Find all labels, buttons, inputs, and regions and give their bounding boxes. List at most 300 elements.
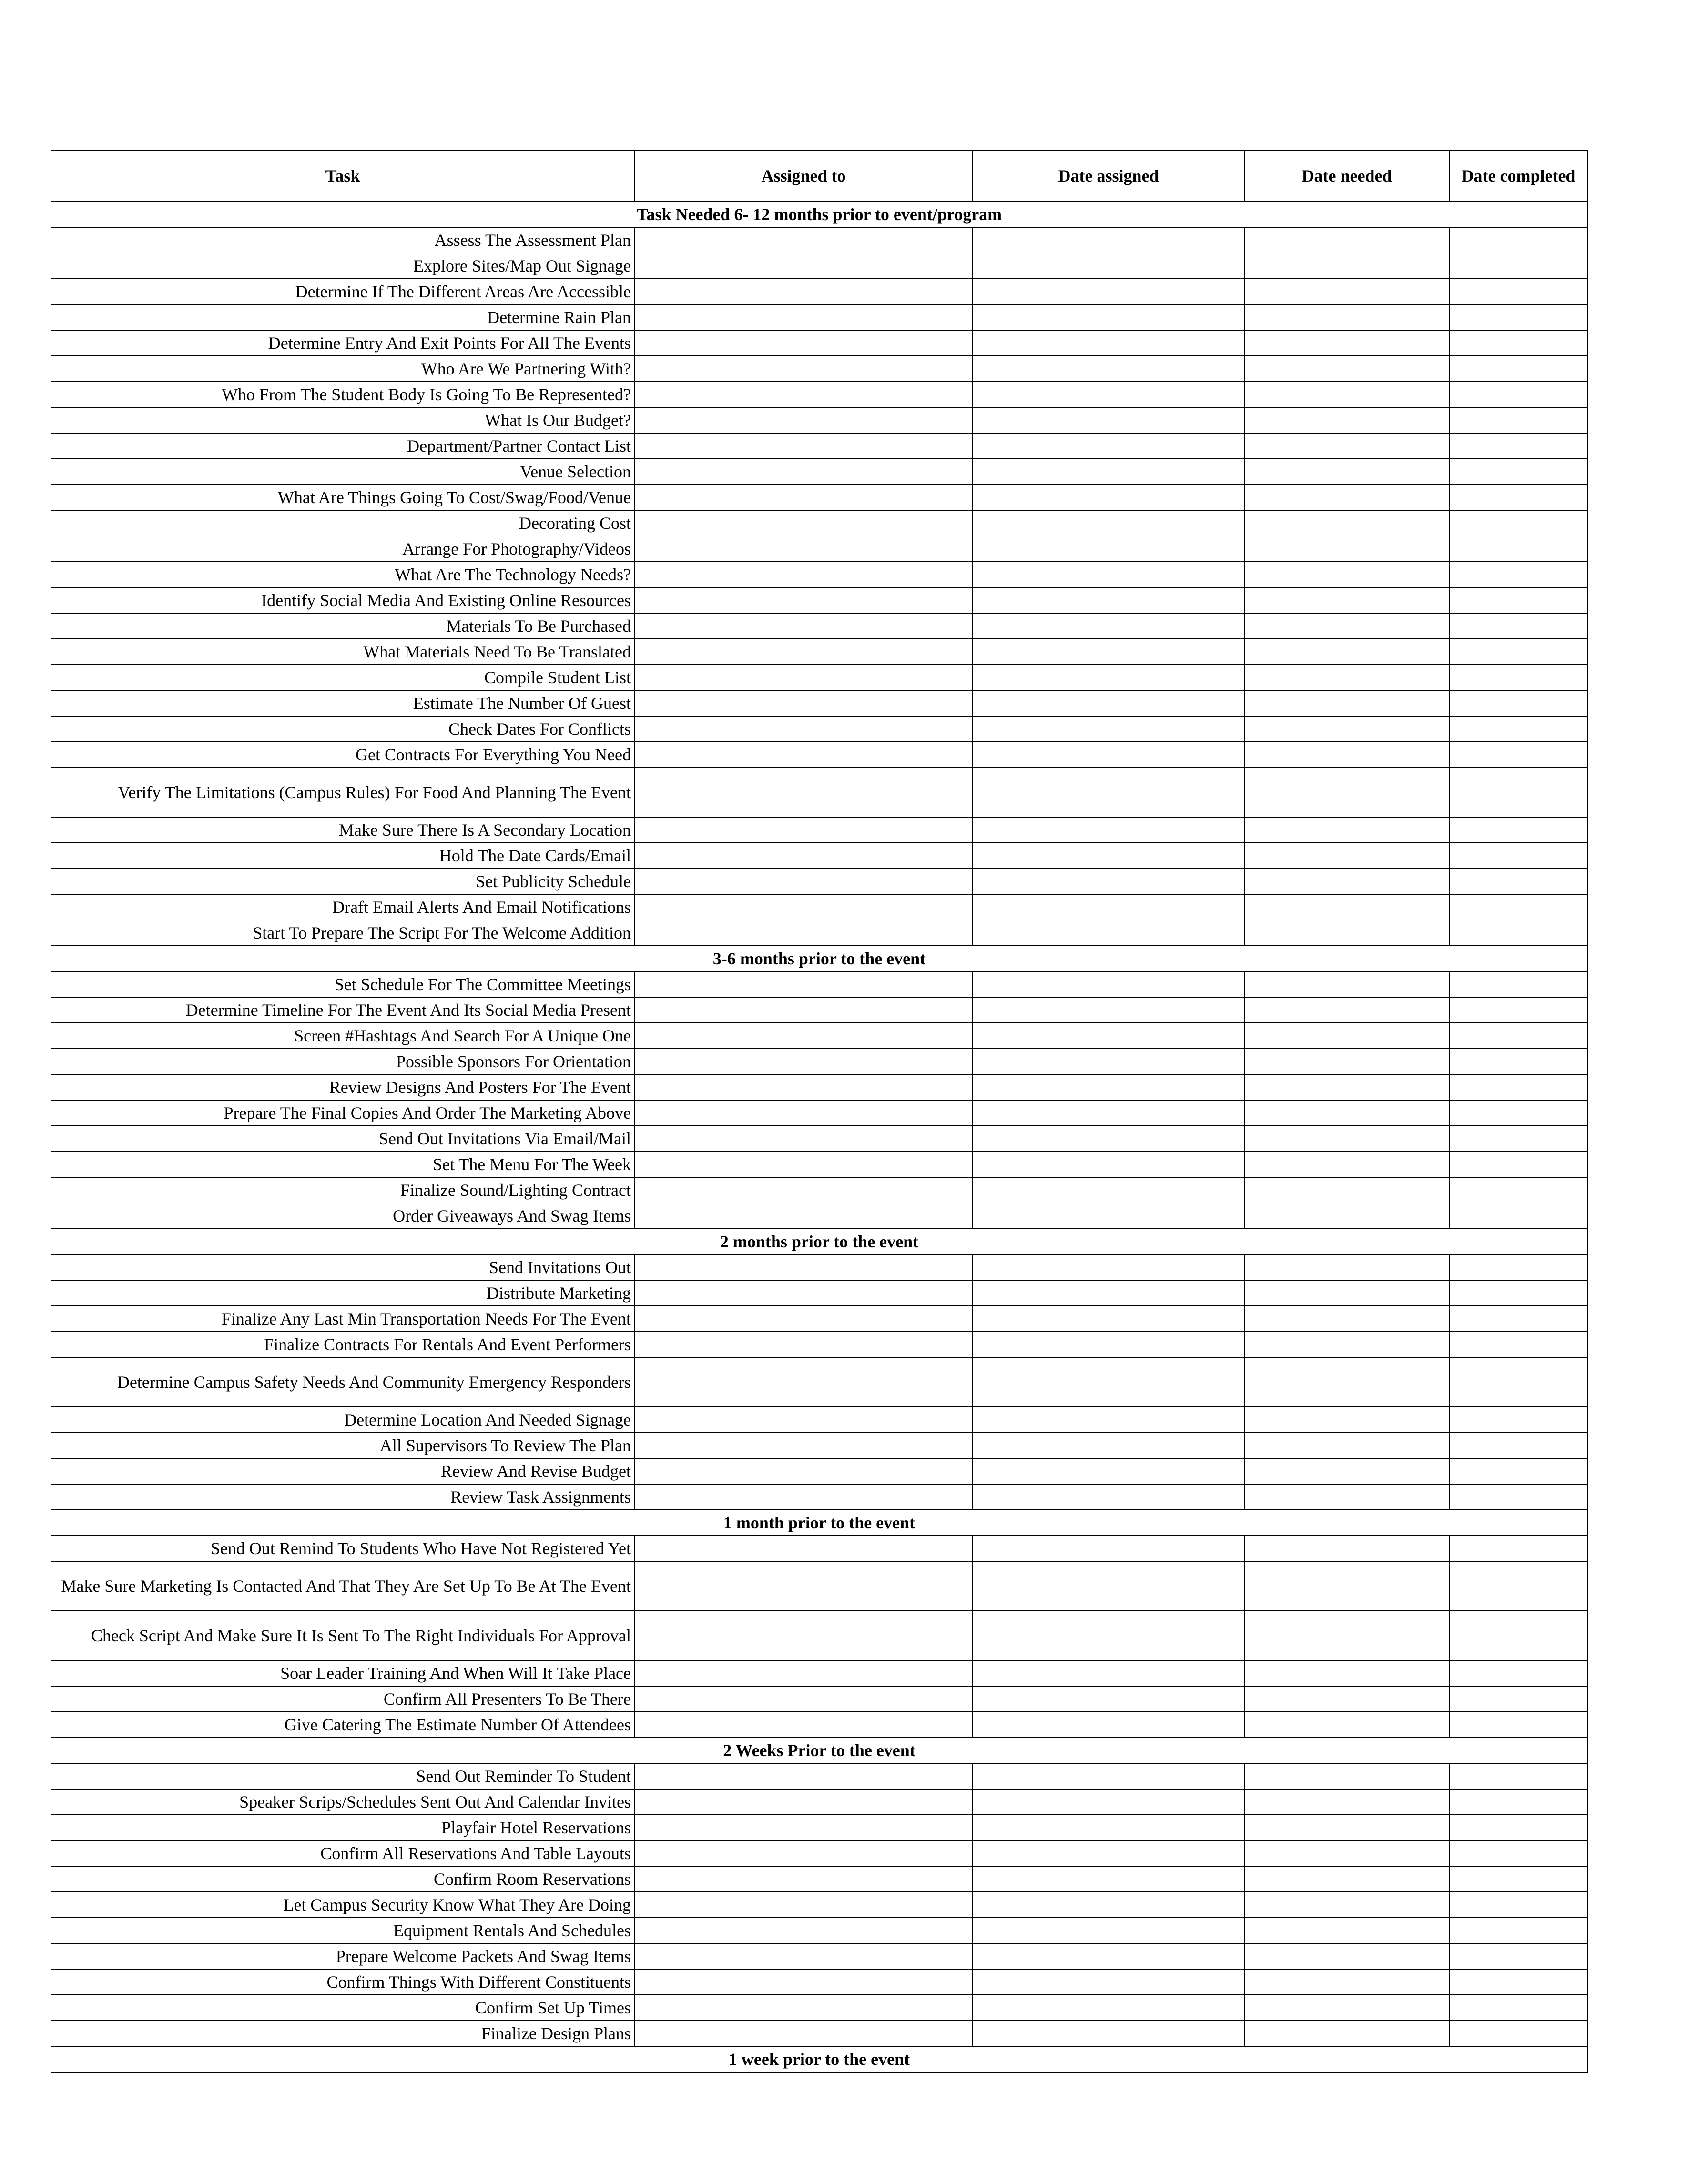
date-assigned-cell[interactable] xyxy=(973,690,1244,716)
header-task: Task xyxy=(51,150,634,202)
date-completed-cell[interactable] xyxy=(1449,1152,1587,1177)
assigned-to-cell[interactable] xyxy=(634,279,973,304)
date-needed-cell[interactable] xyxy=(1244,971,1449,997)
date-completed-cell[interactable] xyxy=(1449,1074,1587,1100)
task-row xyxy=(51,1433,1587,1458)
date-assigned-cell[interactable] xyxy=(973,1152,1244,1177)
task-row xyxy=(51,1203,1587,1229)
date-needed-cell[interactable] xyxy=(1244,1049,1449,1074)
date-needed-cell[interactable] xyxy=(1244,1611,1449,1660)
assigned-to-cell[interactable] xyxy=(634,1332,973,1357)
assigned-to-cell[interactable] xyxy=(634,459,973,485)
task-row xyxy=(51,510,1587,536)
assigned-to-cell[interactable] xyxy=(634,2021,973,2046)
assigned-to-cell[interactable] xyxy=(634,817,973,843)
date-assigned-cell[interactable] xyxy=(973,1918,1244,1943)
date-assigned-cell[interactable] xyxy=(973,1203,1244,1229)
assigned-to-cell[interactable] xyxy=(634,1074,973,1100)
date-completed-cell[interactable] xyxy=(1449,1357,1587,1407)
date-needed-cell[interactable] xyxy=(1244,304,1449,330)
date-assigned-cell[interactable] xyxy=(973,485,1244,510)
assigned-to-cell[interactable] xyxy=(634,1789,973,1815)
date-needed-cell[interactable] xyxy=(1244,562,1449,587)
date-completed-cell[interactable] xyxy=(1449,536,1587,562)
date-needed-cell[interactable] xyxy=(1244,1074,1449,1100)
date-needed-cell[interactable] xyxy=(1244,1536,1449,1561)
date-assigned-cell[interactable] xyxy=(973,2021,1244,2046)
date-needed-cell[interactable] xyxy=(1244,1561,1449,1611)
date-needed-cell[interactable] xyxy=(1244,1918,1449,1943)
date-needed-cell[interactable] xyxy=(1244,1712,1449,1738)
date-completed-cell[interactable] xyxy=(1449,1892,1587,1918)
assigned-to-cell[interactable] xyxy=(634,1177,973,1203)
date-needed-cell[interactable] xyxy=(1244,1332,1449,1357)
date-assigned-cell[interactable] xyxy=(973,433,1244,459)
date-needed-cell[interactable] xyxy=(1244,843,1449,869)
assigned-to-cell[interactable] xyxy=(634,742,973,768)
assigned-to-cell[interactable] xyxy=(634,330,973,356)
date-completed-cell[interactable] xyxy=(1449,382,1587,407)
date-needed-cell[interactable] xyxy=(1244,587,1449,613)
date-completed-cell[interactable] xyxy=(1449,817,1587,843)
date-needed-cell[interactable] xyxy=(1244,1969,1449,1995)
assigned-to-cell[interactable] xyxy=(634,1152,973,1177)
task-name-cell: Set Publicity Schedule xyxy=(51,869,634,894)
date-needed-cell[interactable] xyxy=(1244,279,1449,304)
date-needed-cell[interactable] xyxy=(1244,485,1449,510)
date-assigned-cell[interactable] xyxy=(973,1407,1244,1433)
date-assigned-cell[interactable] xyxy=(973,587,1244,613)
assigned-to-cell[interactable] xyxy=(634,1203,973,1229)
date-assigned-cell[interactable] xyxy=(973,253,1244,279)
task-row xyxy=(51,1152,1587,1177)
date-needed-cell[interactable] xyxy=(1244,1815,1449,1840)
date-completed-cell[interactable] xyxy=(1449,2021,1587,2046)
assigned-to-cell[interactable] xyxy=(634,1306,973,1332)
date-needed-cell[interactable] xyxy=(1244,1892,1449,1918)
date-assigned-cell[interactable] xyxy=(973,742,1244,768)
task-name-cell: Determine Timeline For The Event And Its Social Media Present xyxy=(51,997,634,1023)
date-completed-cell[interactable] xyxy=(1449,1306,1587,1332)
assigned-to-cell[interactable] xyxy=(634,382,973,407)
task-row xyxy=(51,1407,1587,1433)
date-assigned-cell[interactable] xyxy=(973,1712,1244,1738)
date-completed-cell[interactable] xyxy=(1449,1484,1587,1510)
date-assigned-cell[interactable] xyxy=(973,459,1244,485)
date-needed-cell[interactable] xyxy=(1244,1789,1449,1815)
date-assigned-cell[interactable] xyxy=(973,1177,1244,1203)
date-assigned-cell[interactable] xyxy=(973,1458,1244,1484)
assigned-to-cell[interactable] xyxy=(634,894,973,920)
date-needed-cell[interactable] xyxy=(1244,1484,1449,1510)
date-completed-cell[interactable] xyxy=(1449,330,1587,356)
date-needed-cell[interactable] xyxy=(1244,768,1449,817)
assigned-to-cell[interactable] xyxy=(634,587,973,613)
date-needed-cell[interactable] xyxy=(1244,742,1449,768)
date-assigned-cell[interactable] xyxy=(973,843,1244,869)
task-row xyxy=(51,2021,1587,2046)
date-completed-cell[interactable] xyxy=(1449,768,1587,817)
date-assigned-cell[interactable] xyxy=(973,279,1244,304)
task-row xyxy=(51,971,1587,997)
date-assigned-cell[interactable] xyxy=(973,1943,1244,1969)
date-needed-cell[interactable] xyxy=(1244,1306,1449,1332)
header-date-assigned: Date assigned xyxy=(973,150,1244,202)
date-completed-cell[interactable] xyxy=(1449,587,1587,613)
assigned-to-cell[interactable] xyxy=(634,613,973,639)
date-assigned-cell[interactable] xyxy=(973,1686,1244,1712)
date-completed-cell[interactable] xyxy=(1449,1280,1587,1306)
assigned-to-cell[interactable] xyxy=(634,485,973,510)
date-needed-cell[interactable] xyxy=(1244,1407,1449,1433)
assigned-to-cell[interactable] xyxy=(634,356,973,382)
task-name-cell: Set Schedule For The Committee Meetings xyxy=(51,971,634,997)
date-needed-cell[interactable] xyxy=(1244,1943,1449,1969)
date-completed-cell[interactable] xyxy=(1449,1536,1587,1561)
date-completed-cell[interactable] xyxy=(1449,562,1587,587)
date-needed-cell[interactable] xyxy=(1244,407,1449,433)
assigned-to-cell[interactable] xyxy=(634,536,973,562)
task-row xyxy=(51,253,1587,279)
date-needed-cell[interactable] xyxy=(1244,1866,1449,1892)
date-assigned-cell[interactable] xyxy=(973,768,1244,817)
date-completed-cell[interactable] xyxy=(1449,227,1587,253)
date-assigned-cell[interactable] xyxy=(973,407,1244,433)
header-date-needed: Date needed xyxy=(1244,150,1449,202)
date-completed-cell[interactable] xyxy=(1449,894,1587,920)
assigned-to-cell[interactable] xyxy=(634,768,973,817)
assigned-to-cell[interactable] xyxy=(634,1536,973,1561)
date-completed-cell[interactable] xyxy=(1449,1763,1587,1789)
date-needed-cell[interactable] xyxy=(1244,510,1449,536)
date-assigned-cell[interactable] xyxy=(973,227,1244,253)
date-needed-cell[interactable] xyxy=(1244,1023,1449,1049)
date-needed-cell[interactable] xyxy=(1244,459,1449,485)
assigned-to-cell[interactable] xyxy=(634,1611,973,1660)
date-completed-cell[interactable] xyxy=(1449,742,1587,768)
task-row xyxy=(51,742,1587,768)
task-row xyxy=(51,1126,1587,1152)
date-completed-cell[interactable] xyxy=(1449,1126,1587,1152)
date-assigned-cell[interactable] xyxy=(973,1789,1244,1815)
date-assigned-cell[interactable] xyxy=(973,510,1244,536)
date-assigned-cell[interactable] xyxy=(973,997,1244,1023)
date-needed-cell[interactable] xyxy=(1244,2021,1449,2046)
date-needed-cell[interactable] xyxy=(1244,716,1449,742)
date-assigned-cell[interactable] xyxy=(973,1074,1244,1100)
date-completed-cell[interactable] xyxy=(1449,1100,1587,1126)
date-needed-cell[interactable] xyxy=(1244,665,1449,690)
date-completed-cell[interactable] xyxy=(1449,1177,1587,1203)
date-completed-cell[interactable] xyxy=(1449,971,1587,997)
date-completed-cell[interactable] xyxy=(1449,1969,1587,1995)
assigned-to-cell[interactable] xyxy=(634,971,973,997)
date-needed-cell[interactable] xyxy=(1244,997,1449,1023)
assigned-to-cell[interactable] xyxy=(634,690,973,716)
date-assigned-cell[interactable] xyxy=(973,1995,1244,2021)
date-needed-cell[interactable] xyxy=(1244,1254,1449,1280)
task-name-cell: Speaker Scrips/Schedules Sent Out And Calendar Invites xyxy=(51,1789,634,1815)
date-assigned-cell[interactable] xyxy=(973,1866,1244,1892)
date-completed-cell[interactable] xyxy=(1449,304,1587,330)
task-name-cell: Start To Prepare The Script For The Welcome Addition xyxy=(51,920,634,946)
date-needed-cell[interactable] xyxy=(1244,356,1449,382)
date-assigned-cell[interactable] xyxy=(973,1049,1244,1074)
task-row xyxy=(51,1306,1587,1332)
task-row xyxy=(51,562,1587,587)
assigned-to-cell[interactable] xyxy=(634,1815,973,1840)
assigned-to-cell[interactable] xyxy=(634,843,973,869)
date-assigned-cell[interactable] xyxy=(973,1433,1244,1458)
table-header xyxy=(51,150,1587,202)
task-row xyxy=(51,1660,1587,1686)
date-needed-cell[interactable] xyxy=(1244,1763,1449,1789)
date-assigned-cell[interactable] xyxy=(973,613,1244,639)
date-needed-cell[interactable] xyxy=(1244,920,1449,946)
date-assigned-cell[interactable] xyxy=(973,894,1244,920)
date-needed-cell[interactable] xyxy=(1244,433,1449,459)
date-assigned-cell[interactable] xyxy=(973,1280,1244,1306)
task-row xyxy=(51,382,1587,407)
task-name-cell: Identify Social Media And Existing Online Resources xyxy=(51,587,634,613)
date-completed-cell[interactable] xyxy=(1449,1840,1587,1866)
date-needed-cell[interactable] xyxy=(1244,1433,1449,1458)
date-assigned-cell[interactable] xyxy=(973,1306,1244,1332)
date-completed-cell[interactable] xyxy=(1449,510,1587,536)
task-name-cell: Decorating Cost xyxy=(51,510,634,536)
task-name-cell: Finalize Sound/Lighting Contract xyxy=(51,1177,634,1203)
assigned-to-cell[interactable] xyxy=(634,1458,973,1484)
date-completed-cell[interactable] xyxy=(1449,869,1587,894)
date-completed-cell[interactable] xyxy=(1449,716,1587,742)
assigned-to-cell[interactable] xyxy=(634,1280,973,1306)
date-completed-cell[interactable] xyxy=(1449,1815,1587,1840)
date-needed-cell[interactable] xyxy=(1244,1458,1449,1484)
date-assigned-cell[interactable] xyxy=(973,1254,1244,1280)
date-needed-cell[interactable] xyxy=(1244,690,1449,716)
date-assigned-cell[interactable] xyxy=(973,1763,1244,1789)
task-name-cell: Explore Sites/Map Out Signage xyxy=(51,253,634,279)
date-assigned-cell[interactable] xyxy=(973,382,1244,407)
date-needed-cell[interactable] xyxy=(1244,894,1449,920)
date-completed-cell[interactable] xyxy=(1449,1943,1587,1969)
task-row xyxy=(51,665,1587,690)
date-assigned-cell[interactable] xyxy=(973,1023,1244,1049)
task-name-cell: Determine If The Different Areas Are Accessible xyxy=(51,279,634,304)
assigned-to-cell[interactable] xyxy=(634,1049,973,1074)
assigned-to-cell[interactable] xyxy=(634,716,973,742)
date-completed-cell[interactable] xyxy=(1449,1712,1587,1738)
date-needed-cell[interactable] xyxy=(1244,227,1449,253)
date-assigned-cell[interactable] xyxy=(973,1815,1244,1840)
assigned-to-cell[interactable] xyxy=(634,1254,973,1280)
date-completed-cell[interactable] xyxy=(1449,1611,1587,1660)
date-completed-cell[interactable] xyxy=(1449,639,1587,665)
date-completed-cell[interactable] xyxy=(1449,997,1587,1023)
assigned-to-cell[interactable] xyxy=(634,1100,973,1126)
date-completed-cell[interactable] xyxy=(1449,1332,1587,1357)
date-assigned-cell[interactable] xyxy=(973,536,1244,562)
assigned-to-cell[interactable] xyxy=(634,433,973,459)
date-assigned-cell[interactable] xyxy=(973,1100,1244,1126)
date-completed-cell[interactable] xyxy=(1449,1458,1587,1484)
assigned-to-cell[interactable] xyxy=(634,1660,973,1686)
date-needed-cell[interactable] xyxy=(1244,1100,1449,1126)
task-name-cell: Check Script And Make Sure It Is Sent To The Right Individuals For Approval xyxy=(51,1611,634,1660)
date-needed-cell[interactable] xyxy=(1244,869,1449,894)
assigned-to-cell[interactable] xyxy=(634,227,973,253)
assigned-to-cell[interactable] xyxy=(634,562,973,587)
section-title: Task Needed 6- 12 months prior to event/program xyxy=(51,202,1587,227)
date-completed-cell[interactable] xyxy=(1449,843,1587,869)
date-assigned-cell[interactable] xyxy=(973,1892,1244,1918)
task-name-cell: Check Dates For Conflicts xyxy=(51,716,634,742)
date-needed-cell[interactable] xyxy=(1244,1995,1449,2021)
task-row xyxy=(51,920,1587,946)
date-completed-cell[interactable] xyxy=(1449,356,1587,382)
assigned-to-cell[interactable] xyxy=(634,1840,973,1866)
assigned-to-cell[interactable] xyxy=(634,1918,973,1943)
header-assigned-to: Assigned to xyxy=(634,150,973,202)
date-completed-cell[interactable] xyxy=(1449,1254,1587,1280)
assigned-to-cell[interactable] xyxy=(634,1866,973,1892)
date-assigned-cell[interactable] xyxy=(973,869,1244,894)
date-assigned-cell[interactable] xyxy=(973,562,1244,587)
date-needed-cell[interactable] xyxy=(1244,1840,1449,1866)
assigned-to-cell[interactable] xyxy=(634,1995,973,2021)
assigned-to-cell[interactable] xyxy=(634,1969,973,1995)
date-assigned-cell[interactable] xyxy=(973,1126,1244,1152)
date-completed-cell[interactable] xyxy=(1449,279,1587,304)
date-needed-cell[interactable] xyxy=(1244,1280,1449,1306)
date-assigned-cell[interactable] xyxy=(973,716,1244,742)
date-assigned-cell[interactable] xyxy=(973,1561,1244,1611)
assigned-to-cell[interactable] xyxy=(634,1943,973,1969)
date-completed-cell[interactable] xyxy=(1449,1561,1587,1611)
date-assigned-cell[interactable] xyxy=(973,817,1244,843)
date-needed-cell[interactable] xyxy=(1244,817,1449,843)
assigned-to-cell[interactable] xyxy=(634,920,973,946)
date-assigned-cell[interactable] xyxy=(973,639,1244,665)
date-assigned-cell[interactable] xyxy=(973,920,1244,946)
assigned-to-cell[interactable] xyxy=(634,1712,973,1738)
date-assigned-cell[interactable] xyxy=(973,1611,1244,1660)
date-needed-cell[interactable] xyxy=(1244,613,1449,639)
date-assigned-cell[interactable] xyxy=(973,330,1244,356)
task-row xyxy=(51,997,1587,1023)
date-completed-cell[interactable] xyxy=(1449,485,1587,510)
date-completed-cell[interactable] xyxy=(1449,613,1587,639)
assigned-to-cell[interactable] xyxy=(634,407,973,433)
date-completed-cell[interactable] xyxy=(1449,1686,1587,1712)
date-assigned-cell[interactable] xyxy=(973,1536,1244,1561)
date-completed-cell[interactable] xyxy=(1449,459,1587,485)
date-completed-cell[interactable] xyxy=(1449,1918,1587,1943)
assigned-to-cell[interactable] xyxy=(634,304,973,330)
date-completed-cell[interactable] xyxy=(1449,920,1587,946)
task-name-cell: Draft Email Alerts And Email Notifications xyxy=(51,894,634,920)
date-completed-cell[interactable] xyxy=(1449,1789,1587,1815)
task-name-cell: Arrange For Photography/Videos xyxy=(51,536,634,562)
task-row xyxy=(51,1357,1587,1407)
date-assigned-cell[interactable] xyxy=(973,1484,1244,1510)
date-completed-cell[interactable] xyxy=(1449,1660,1587,1686)
date-assigned-cell[interactable] xyxy=(973,665,1244,690)
assigned-to-cell[interactable] xyxy=(634,1407,973,1433)
date-completed-cell[interactable] xyxy=(1449,1866,1587,1892)
date-completed-cell[interactable] xyxy=(1449,1203,1587,1229)
date-completed-cell[interactable] xyxy=(1449,433,1587,459)
assigned-to-cell[interactable] xyxy=(634,1433,973,1458)
date-completed-cell[interactable] xyxy=(1449,1995,1587,2021)
assigned-to-cell[interactable] xyxy=(634,997,973,1023)
table-body xyxy=(51,202,1587,2072)
date-completed-cell[interactable] xyxy=(1449,1049,1587,1074)
date-assigned-cell[interactable] xyxy=(973,1840,1244,1866)
date-needed-cell[interactable] xyxy=(1244,1203,1449,1229)
assigned-to-cell[interactable] xyxy=(634,1892,973,1918)
date-assigned-cell[interactable] xyxy=(973,1660,1244,1686)
date-assigned-cell[interactable] xyxy=(973,1969,1244,1995)
date-completed-cell[interactable] xyxy=(1449,407,1587,433)
assigned-to-cell[interactable] xyxy=(634,1126,973,1152)
date-needed-cell[interactable] xyxy=(1244,382,1449,407)
assigned-to-cell[interactable] xyxy=(634,1357,973,1407)
task-row xyxy=(51,485,1587,510)
date-needed-cell[interactable] xyxy=(1244,1152,1449,1177)
date-assigned-cell[interactable] xyxy=(973,1332,1244,1357)
date-needed-cell[interactable] xyxy=(1244,1357,1449,1407)
assigned-to-cell[interactable] xyxy=(634,1561,973,1611)
date-needed-cell[interactable] xyxy=(1244,1686,1449,1712)
date-needed-cell[interactable] xyxy=(1244,1177,1449,1203)
date-assigned-cell[interactable] xyxy=(973,304,1244,330)
assigned-to-cell[interactable] xyxy=(634,665,973,690)
task-name-cell: Equipment Rentals And Schedules xyxy=(51,1918,634,1943)
header-date-completed: Date completed xyxy=(1449,150,1587,202)
task-row xyxy=(51,304,1587,330)
date-needed-cell[interactable] xyxy=(1244,1660,1449,1686)
date-completed-cell[interactable] xyxy=(1449,1407,1587,1433)
date-needed-cell[interactable] xyxy=(1244,1126,1449,1152)
assigned-to-cell[interactable] xyxy=(634,510,973,536)
task-name-cell: Prepare Welcome Packets And Swag Items xyxy=(51,1943,634,1969)
assigned-to-cell[interactable] xyxy=(634,1484,973,1510)
date-completed-cell[interactable] xyxy=(1449,253,1587,279)
date-needed-cell[interactable] xyxy=(1244,536,1449,562)
date-needed-cell[interactable] xyxy=(1244,253,1449,279)
assigned-to-cell[interactable] xyxy=(634,639,973,665)
task-name-cell: Review And Revise Budget xyxy=(51,1458,634,1484)
date-completed-cell[interactable] xyxy=(1449,665,1587,690)
date-needed-cell[interactable] xyxy=(1244,330,1449,356)
assigned-to-cell[interactable] xyxy=(634,1023,973,1049)
date-assigned-cell[interactable] xyxy=(973,1357,1244,1407)
assigned-to-cell[interactable] xyxy=(634,1686,973,1712)
date-completed-cell[interactable] xyxy=(1449,1023,1587,1049)
date-assigned-cell[interactable] xyxy=(973,356,1244,382)
task-row xyxy=(51,768,1587,817)
assigned-to-cell[interactable] xyxy=(634,253,973,279)
assigned-to-cell[interactable] xyxy=(634,1763,973,1789)
assigned-to-cell[interactable] xyxy=(634,869,973,894)
date-completed-cell[interactable] xyxy=(1449,1433,1587,1458)
date-assigned-cell[interactable] xyxy=(973,971,1244,997)
date-needed-cell[interactable] xyxy=(1244,639,1449,665)
task-name-cell: Send Out Remind To Students Who Have Not Registered Yet xyxy=(51,1536,634,1561)
date-completed-cell[interactable] xyxy=(1449,690,1587,716)
task-row xyxy=(51,1918,1587,1943)
